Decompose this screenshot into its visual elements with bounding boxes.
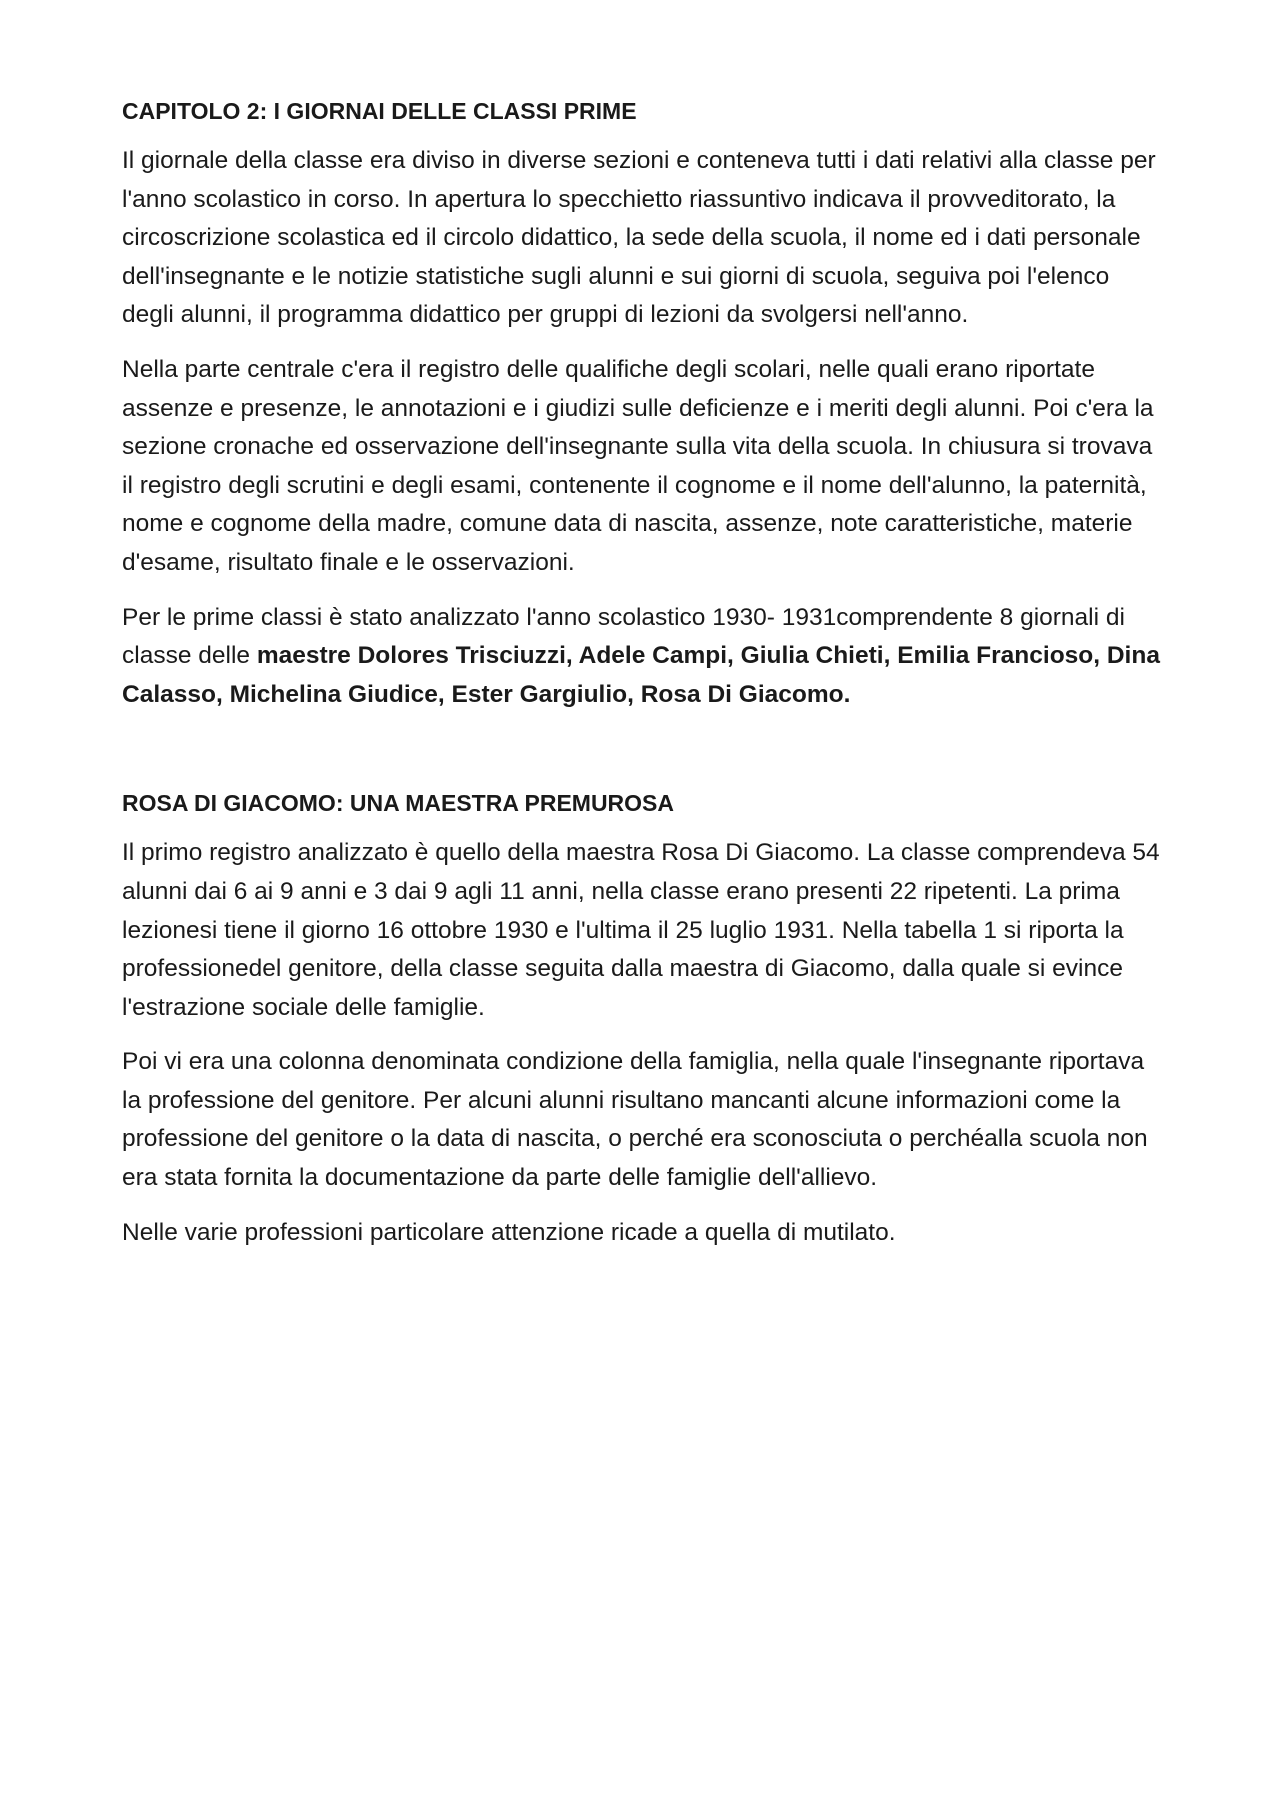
paragraph-mutilato: Nelle varie professioni particolare attenzione ricade a quella di mutilato. [122, 1218, 896, 1246]
section-heading-rosa-di-giacomo: ROSA DI GIACOMO: UNA MAESTRA PREMUROSA [122, 790, 674, 817]
paragraph-primo-registro: Il primo registro analizzato è quello della maestra Rosa Di Giacomo. La classe comprendeva 54 alunni dai 6 ai 9 anni e 3 dai 9 agli 11 anni, nella classe erano presenti 22 ripetenti. La prima lezionesi tiene il giorno 16 ottobre 1930 e l'ultima il 25 luglio 1931. Nella tabella 1 si riporta la professionedel genitore, della classe seguita dalla maestra di Giacomo, dalla quale si evince l'estrazione sociale delle famiglie. [122, 839, 1160, 1021]
chapter-heading: CAPITOLO 2: I GIORNAI DELLE CLASSI PRIME [122, 98, 637, 124]
paragraph-registro-qualifiche: Nella parte centrale c'era il registro delle qualifiche degli scolari, nelle quali erano riportate assenze e presenze, le annotazioni e i giudizi sulle deficienze e i meriti degli alunni. Poi c'era la sezione cronache ed osservazione dell'insegnante sulla vita della scuola. In chiusura si trovava il registro degli scrutini e degli esami, contenente il cognome e il nome dell'alunno, la paternità, nome e cognome della madre, comune data di nascita, assenze, note caratteristiche, materie d'esame, risultato finale e le osservazioni. [122, 355, 1154, 576]
paragraph-prime-classi [122, 599, 1162, 715]
paragraph-prime-classi-maestre: maestre Dolores Trisciuzzi, Adele Campi, Giulia Chieti, Emilia Francioso, Dina Calasso, Michelina Giudice, Ester Gargiulio, Rosa Di Giacomo. [122, 642, 1160, 708]
document-body [122, 96, 1162, 1268]
paragraph-prime-classi-text: Per le prime classi è stato analizzato l'anno scolastico 1930- 1931comprendente 8 giornali di classe delle [122, 603, 1125, 670]
paragraph-condizione-famiglia: Poi vi era una colonna denominata condizione della famiglia, nella quale l'insegnante riportava la professione del genitore. Per alcuni alunni risultano mancanti alcune informazioni come la professione del genitore o la data di nascita, o perché era sconosciuta o perchéalla scuola non era stata fornita la documentazione da parte delle famiglie dell'allievo. [122, 1048, 1148, 1192]
paragraph-giornale-sezioni: Il giornale della classe era diviso in diverse sezioni e conteneva tutti i dati relativi alla classe per l'anno scolastico in corso. In apertura lo specchietto riassuntivo indicava il provveditorato, la circoscrizione scolastica ed il circolo didattico, la sede della scuola, il nome ed i dati personale dell'insegnante e le notizie statistiche sugli alunni e sui giorni di scuola, seguiva poi l'elenco degli alunni, il programma didattico per gruppi di lezioni da svolgersi nell'anno. [122, 147, 1156, 329]
section-spacer [122, 730, 1162, 788]
